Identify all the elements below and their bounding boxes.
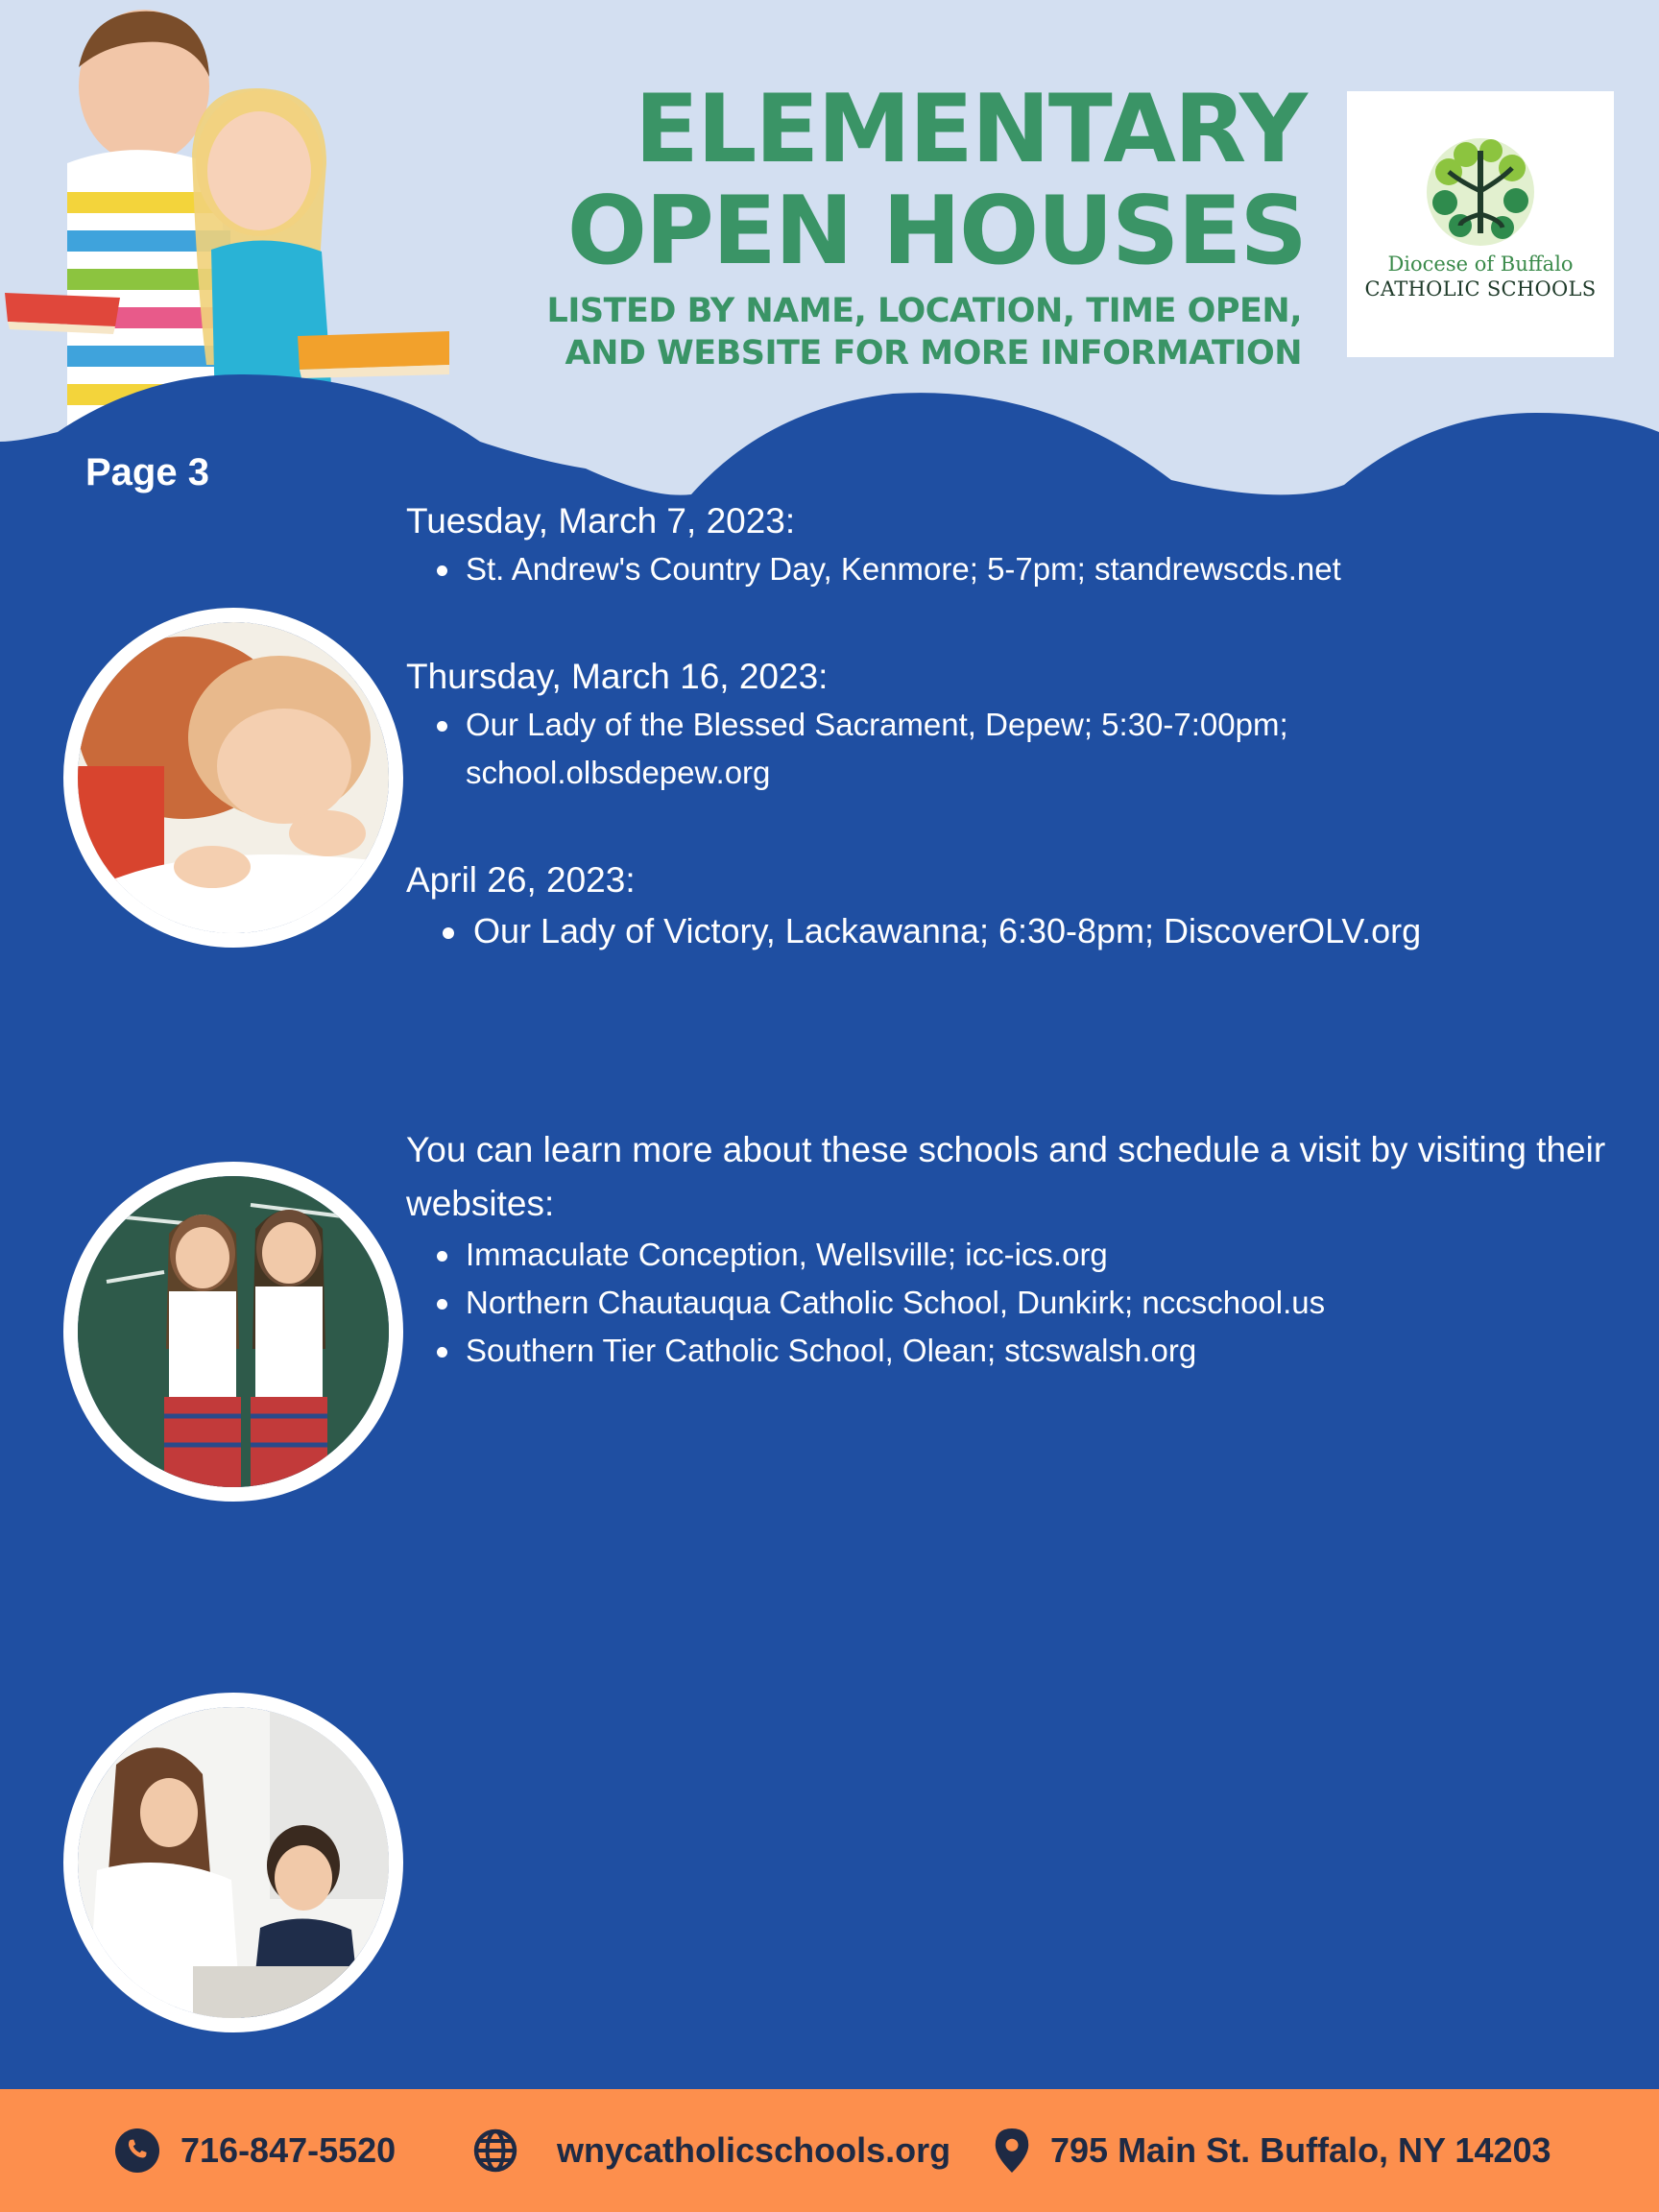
subtitle-line-1: LISTED BY NAME, LOCATION, TIME OPEN,	[546, 292, 1302, 330]
footer-phone[interactable]	[115, 2089, 396, 2212]
footer-website[interactable]	[472, 2089, 950, 2212]
logo-text-diocese: Diocese of Buffalo	[1387, 252, 1574, 276]
list-item: Our Lady of the Blessed Sacrament, Depew; 5:30-7:00pm; school.olbsdepew.org	[466, 701, 1445, 797]
diocese-logo	[1347, 91, 1614, 357]
location-pin-icon	[995, 2128, 1029, 2173]
event-list	[406, 701, 1445, 797]
event-date: Tuesday, March 7, 2023:	[406, 501, 796, 541]
diocese-tree-logo	[1422, 133, 1539, 251]
event-section-3	[406, 856, 1616, 958]
footer-bar	[0, 2089, 1659, 2212]
event-list	[406, 545, 1616, 593]
list-item: Immaculate Conception, Wellsville; icc-ics.org	[466, 1231, 1635, 1279]
more-info-intro: You can learn more about these schools and schedule a visit by visiting their websites:	[406, 1130, 1606, 1223]
event-date: April 26, 2023:	[406, 860, 636, 900]
page-number-label: Page 3	[85, 451, 209, 493]
blue-wave-shape	[0, 355, 1659, 509]
list-item: Our Lady of Victory, Lackawanna; 6:30-8pm; DiscoverOLV.org	[473, 904, 1616, 958]
phone-number: 716-847-5520	[180, 2130, 397, 2170]
phone-icon	[115, 2128, 159, 2173]
logo-text-catholic-schools: CATHOLIC SCHOOLS	[1364, 277, 1597, 301]
globe-icon	[472, 2128, 518, 2174]
event-section-2	[406, 653, 1616, 797]
event-list	[406, 904, 1616, 958]
list-item: Northern Chautauqua Catholic School, Dunkirk; nccschool.us	[466, 1279, 1635, 1327]
subtitle-line-2: AND WEBSITE FOR MORE INFORMATION	[565, 334, 1302, 373]
title-line-1: ELEMENTARY	[635, 75, 1306, 184]
photo-teacher-with-girl	[63, 1693, 403, 2032]
title-line-2: OPEN HOUSES	[566, 177, 1306, 286]
school-list	[406, 1231, 1635, 1375]
page-title	[518, 75, 1306, 286]
more-info-section	[406, 1123, 1635, 1375]
website-url: wnycatholicschools.org	[557, 2130, 951, 2170]
list-item: Southern Tier Catholic School, Olean; stcswalsh.org	[466, 1327, 1635, 1375]
event-date: Thursday, March 16, 2023:	[406, 657, 829, 696]
photo-students-chalkboard	[63, 1162, 403, 1502]
footer-address	[995, 2089, 1551, 2212]
photo-children-drawing	[63, 608, 403, 948]
event-section-1	[406, 497, 1616, 593]
list-item: St. Andrew's Country Day, Kenmore; 5-7pm; standrewscds.net	[466, 545, 1616, 593]
address-text: 795 Main St. Buffalo, NY 14203	[1050, 2130, 1551, 2170]
